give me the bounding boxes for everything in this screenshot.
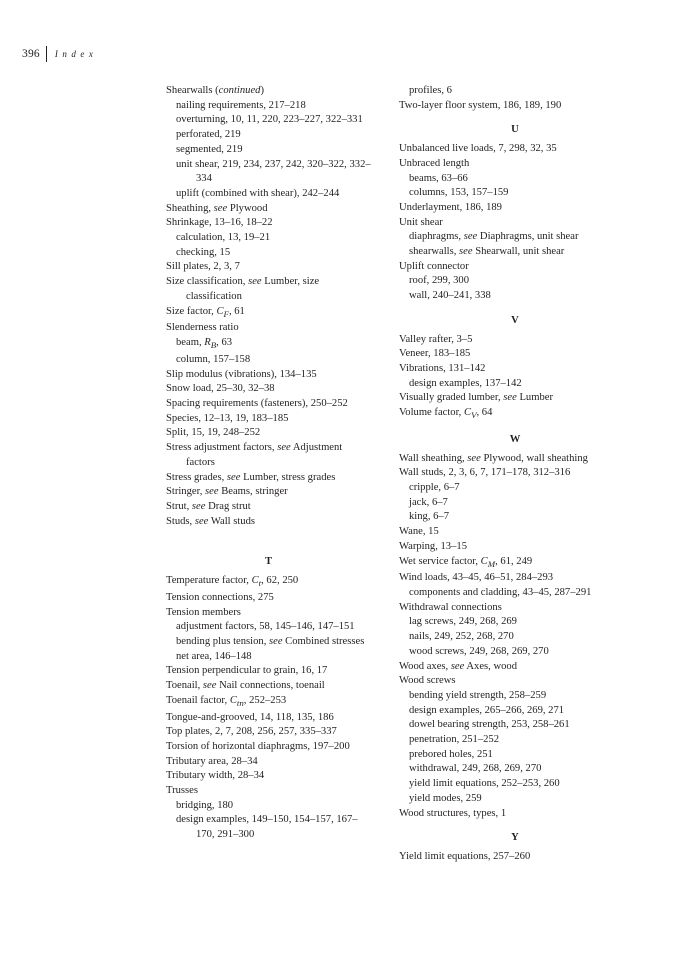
index-entry: Stress grades, see Lumber, stress grades: [166, 471, 336, 483]
index-subentry: nailing requirements, 217–218: [176, 99, 306, 111]
index-subentry: bending yield strength, 258–259: [409, 689, 547, 701]
index-subentry: checking, 15: [176, 246, 231, 258]
index-entry: Tongue-and-grooved, 14, 118, 135, 186: [166, 711, 334, 723]
index-subentry: profiles, 6: [409, 85, 452, 96]
index-subentry: withdrawal, 249, 268, 269, 270: [409, 763, 542, 775]
index-entry: Size classification, see Lumber, size classification: [166, 276, 320, 302]
index-subentry: perforated, 219: [176, 129, 241, 141]
index-entry: Valley rafter, 3–5: [399, 333, 473, 345]
index-entry: Temperature factor, $C_t$, 62, 250: [166, 575, 299, 589]
index-entry: Slenderness ratio: [166, 322, 239, 334]
section-letter: U: [511, 124, 519, 136]
index-subentry: shearwalls, see Shearwall, unit shear: [409, 246, 565, 258]
index-entry: Tension perpendicular to grain, 16, 17: [166, 665, 328, 677]
index-entry: Veneer, 183–185: [399, 348, 471, 360]
running-header: [22, 46, 97, 62]
index-entry: Wood axes, see Axes, wood: [399, 660, 518, 672]
index-column-left: [166, 84, 371, 843]
index-subentry: diaphragms, see Diaphragms, unit shear: [409, 231, 579, 243]
index-entry: Wet service factor, $C_M$, 61, 249: [399, 555, 533, 569]
index-subentry: calculation, 13, 19–21: [176, 232, 271, 244]
index-subentry: wood screws, 249, 268, 269, 270: [409, 645, 549, 657]
index-subentry: yield limit equations, 252–253, 260: [409, 778, 560, 790]
index-subentry: beam, $R_B$, 63: [176, 337, 233, 351]
index-entry: Torsion of horizontal diaphragms, 197–200: [166, 740, 350, 752]
index-subentry: yield modes, 259: [409, 792, 482, 804]
index-subentry: wall, 240–241, 338: [409, 290, 491, 302]
index-entry: Wane, 15: [399, 526, 439, 538]
index-entry: Unit shear: [399, 216, 443, 228]
index-entry: Stringer, see Beams, stringer: [166, 486, 288, 498]
index-subentry: column, 157–158: [176, 353, 251, 365]
index-entry: Withdrawal connections: [399, 601, 502, 613]
index-subentry: unit shear, 219, 234, 237, 242, 320–322, 332–334: [176, 158, 371, 185]
index-entry: Tension connections, 275: [166, 591, 274, 603]
index-subentry: bending plus tension, see Combined stresses: [176, 635, 365, 647]
index-entry: Yield limit equations, 257–260: [399, 850, 531, 862]
index-subentry: design examples, 137–142: [409, 377, 522, 389]
index-subentry: jack, 6–7: [409, 496, 448, 508]
index-subentry: lag screws, 249, 268, 269: [409, 616, 517, 628]
index-entry: Two-layer floor system, 186, 189, 190: [399, 99, 562, 111]
index-subentry: adjustment factors, 58, 145–146, 147–151: [176, 621, 355, 633]
index-entry: Tributary width, 28–34: [166, 770, 265, 782]
index-entry: Toenail factor, $C_{tn}$, 252–253: [166, 694, 287, 708]
index-subentry: design examples, 149–150, 154–157, 167–170, 291–300: [176, 814, 358, 841]
index-entry: Stress adjustment factors, see Adjustment factors: [166, 442, 343, 468]
index-entry: Visually graded lumber, see Lumber: [399, 392, 553, 404]
running-title: Index: [54, 49, 98, 59]
index-entry: Trusses: [166, 785, 198, 797]
index-entry: Strut, see Drag strut: [166, 500, 251, 512]
index-entry: Snow load, 25–30, 32–38: [166, 383, 275, 395]
index-subentry: segmented, 219: [176, 143, 243, 155]
index-entry: Split, 15, 19, 248–252: [166, 427, 261, 439]
index-entry: Top plates, 2, 7, 208, 256, 257, 335–337: [166, 726, 337, 738]
index-subentry: overturning, 10, 11, 220, 223–227, 322–331: [176, 114, 363, 126]
section-letter: W: [509, 433, 521, 445]
index-entry: Shearwalls (continued): [166, 85, 264, 96]
index-entry: Unbalanced live loads, 7, 298, 32, 35: [399, 143, 557, 155]
index-entry: Underlayment, 186, 189: [399, 201, 502, 213]
index-entry: Species, 12–13, 19, 183–185: [166, 412, 289, 424]
index-entry: Toenail, see Nail connections, toenail: [166, 680, 325, 692]
index-subentry: components and cladding, 43–45, 287–291: [409, 587, 592, 599]
section-letter: V: [511, 314, 519, 326]
index-subentry: columns, 153, 157–159: [409, 187, 509, 199]
index-entry: Vibrations, 131–142: [399, 362, 486, 374]
index-entry: Shrinkage, 13–16, 18–22: [166, 217, 273, 229]
index-subentry: bridging, 180: [176, 799, 234, 811]
index-entry: Wind loads, 43–45, 46–51, 284–293: [399, 572, 554, 584]
index-entry: Spacing requirements (fasteners), 250–252: [166, 397, 348, 409]
index-subentry: net area, 146–148: [176, 650, 252, 662]
index-subentry: design examples, 265–266, 269, 271: [409, 704, 565, 716]
index-entry: Wall studs, 2, 3, 6, 7, 171–178, 312–316: [399, 467, 571, 479]
index-entry: Unbraced length: [399, 157, 470, 169]
index-entry: Tributary area, 28–34: [166, 755, 258, 767]
index-entry: Warping, 13–15: [399, 540, 467, 552]
index-subentry: dowel bearing strength, 253, 258–261: [409, 719, 570, 731]
index-subentry: beams, 63–66: [409, 172, 468, 184]
index-subentry: nails, 249, 252, 268, 270: [409, 631, 514, 643]
index-column-right: [399, 84, 631, 865]
index-subentry: prebored holes, 251: [409, 748, 493, 760]
index-entry: Wood screws: [399, 675, 456, 687]
index-subentry: king, 6–7: [409, 511, 450, 523]
index-subentry: roof, 299, 300: [409, 275, 470, 287]
index-entry: Wood structures, types, 1: [399, 807, 507, 819]
index-entry: Sill plates, 2, 3, 7: [166, 261, 240, 273]
index-entry: Sheathing, see Plywood: [166, 202, 268, 214]
index-entry: Studs, see Wall studs: [166, 515, 256, 527]
index-subentry: uplift (combined with shear), 242–244: [176, 187, 340, 199]
index-entry: Wall sheathing, see Plywood, wall sheathing: [399, 452, 588, 464]
index-subentry: penetration, 251–252: [409, 734, 500, 746]
index-entry: Volume factor, $C_V$, 64: [399, 407, 493, 421]
index-entry: Tension members: [166, 606, 241, 618]
section-letter: Y: [511, 832, 519, 844]
header-divider: [46, 46, 47, 62]
index-entry: Size factor, $C_F$, 61: [166, 305, 245, 319]
page-number: 396: [22, 48, 40, 60]
index-subentry: cripple, 6–7: [409, 481, 460, 493]
index-entry: Uplift connector: [399, 260, 469, 272]
index-entry: Slip modulus (vibrations), 134–135: [166, 368, 317, 380]
section-letter: T: [264, 556, 273, 568]
